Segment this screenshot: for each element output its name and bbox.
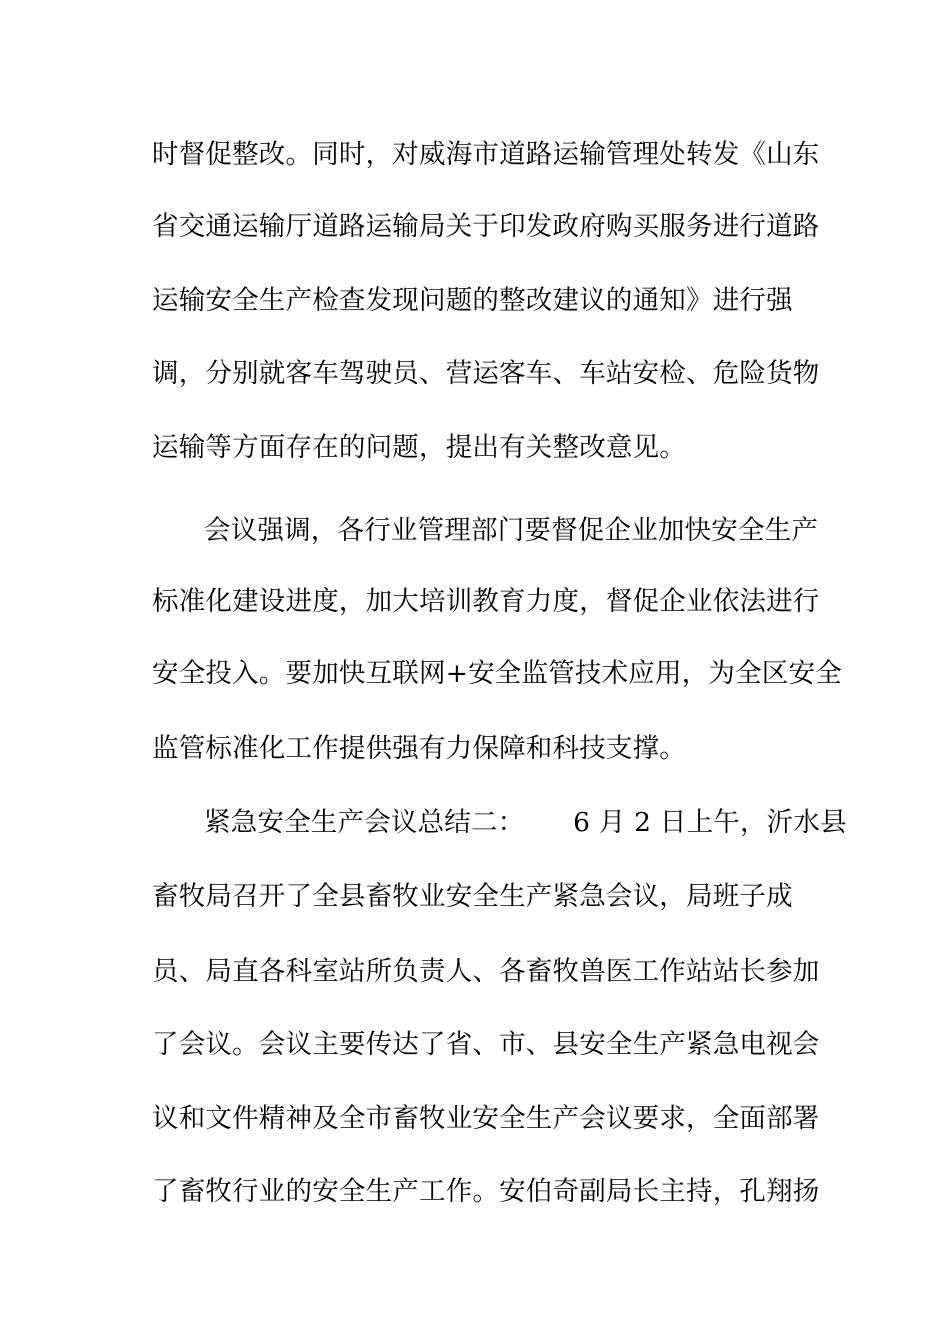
text-line: 省交通运输厅道路运输局关于印发政府购买服务进行道路: [152, 211, 820, 242]
text-line: 运输等方面存在的问题，提出有关整改意见。: [152, 432, 686, 463]
text-line: 了会议。会议主要传达了省、市、县安全生产紧急电视会: [152, 1029, 820, 1060]
text-line: 员、局直各科室站所负责人、各畜牧兽医工作站站长参加: [152, 956, 820, 987]
paragraph-first-line: 紧急安全生产会议总结二： 6 月 2 日上午，沂水县: [204, 807, 847, 838]
text-line: 了畜牧行业的安全生产工作。安伯奇副局长主持，孔翔扬: [152, 1176, 820, 1207]
text-line: 时督促整改。同时，对威海市道路运输管理处转发《山东: [152, 139, 820, 170]
text-line: 运输安全生产检查发现问题的整改建议的通知》进行强: [152, 285, 793, 316]
text-line: 监管标准化工作提供强有力保障和科技支撑。: [152, 733, 686, 764]
text-line: 安全投入。要加快互联网+安全监管技术应用，为全区安全: [152, 658, 842, 689]
paragraph-first-line: 会议强调，各行业管理部门要督促企业加快安全生产: [204, 515, 819, 546]
text-line: 标准化建设进度，加大培训教育力度，督促企业依法进行: [152, 586, 820, 617]
text-line: 调，分别就客车驾驶员、营运客车、车站安检、危险货物: [152, 358, 820, 389]
text-line: 畜牧局召开了全县畜牧业安全生产紧急会议，局班子成: [152, 881, 793, 912]
text-line: 议和文件精神及全市畜牧业安全生产会议要求，全面部署: [152, 1103, 820, 1134]
